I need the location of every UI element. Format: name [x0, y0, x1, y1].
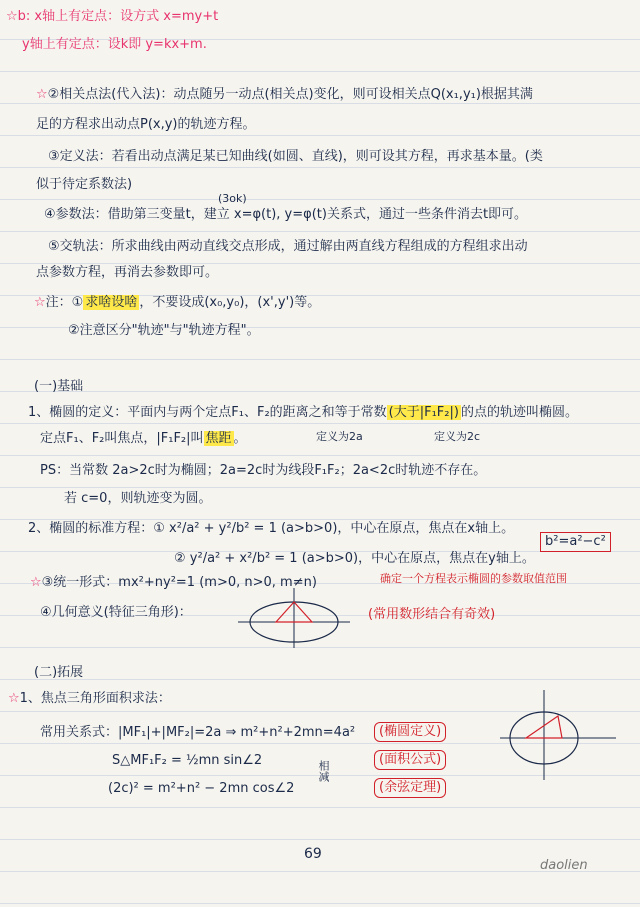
text-line-9: 点参数方程，再消去参数即可。	[36, 265, 219, 280]
label-area-formula: (面积公式)	[374, 750, 446, 770]
ellipse-triangle-diagram	[238, 588, 350, 648]
text-line-11: ②注意区分"轨迹"与"轨迹方程"。	[68, 323, 260, 338]
text-line-13: 定点F₁、F₂叫焦点，|F₁F₂|叫 焦距 。	[40, 431, 247, 446]
star-icon: ☆	[36, 87, 48, 102]
text-line-17: ② y²/a² + x²/b² = 1 (a>b>0)，中心在原点，焦点在y轴上。	[174, 551, 535, 566]
heading-basics: (一)基础	[34, 379, 84, 394]
brand-logo: daolien	[540, 858, 588, 873]
note-geometry: (常用数形结合有奇效)	[368, 607, 496, 622]
text-line-14: PS：当常数 2a>2c时为椭圆；2a=2c时为线段F₁F₂；2a<2c时轨迹不存在。	[40, 463, 487, 478]
text-line-6: 似于待定系数法)	[36, 177, 133, 192]
text-line-23: (2c)² = m²+n² − 2mn cos∠2	[108, 781, 295, 796]
star-icon: ☆	[8, 691, 20, 706]
page-number: 69	[304, 846, 322, 862]
focal-triangle-diagram	[500, 690, 620, 780]
text-line-15: 若 c=0，则轨迹变为圆。	[64, 491, 212, 506]
label-ellipse-def: (椭圆定义)	[374, 722, 446, 742]
text-line-20: ☆1、焦点三角形面积求法：	[8, 691, 171, 706]
label-cosine-law: (余弦定理)	[374, 778, 446, 798]
text-line-1: ☆b: x轴上有定点：设方式 x=my+t	[6, 9, 219, 24]
note-3ok: (3ok)	[218, 192, 247, 205]
text-line-16: 2、椭圆的标准方程：① x²/a² + y²/b² = 1 (a>b>0)，中心在原点，焦点在x轴上。	[28, 521, 515, 536]
text-line-5: ③定义法：若看出动点满足某已知曲线(如圆、直线)，则可设其方程，再求基本量。(类	[48, 149, 543, 164]
note-2c: 定义为2c	[434, 430, 481, 443]
note-param-range: 确定一个方程表示椭圆的参数取值范围	[380, 572, 567, 585]
star-icon: ☆	[34, 295, 46, 310]
formula-box: b²=a²−c²	[540, 532, 611, 552]
text-line-12: 1、椭圆的定义：平面内与两个定点F₁、F₂的距离之和等于常数 (大于|F₁F₂|) 的点的轨迹叫椭圆。	[28, 405, 578, 420]
text-line-7: ④参数法：借助第三变量t，建立 x=φ(t), y=φ(t)关系式，通过一些条件消去t即可。	[44, 207, 528, 222]
text-line-8: ⑤交轨法：所求曲线由两动直线交点形成，通过解由两直线方程组成的方程组求出动	[48, 239, 528, 254]
text-line-10: ☆注：① 求啥设啥 ，不要设成(x₀,y₀)，(x',y')等。	[34, 295, 321, 310]
note-subtract: 相减	[317, 760, 330, 782]
text-line-4: 足的方程求出动点P(x,y)的轨迹方程。	[36, 117, 256, 132]
text-line-19: ④几何意义(特征三角形)：	[40, 605, 192, 620]
star-icon: ☆	[6, 9, 18, 24]
text-line-22: S△MF₁F₂ = ½mn sin∠2	[112, 753, 263, 768]
text-line-2: y轴上有定点：设k即 y=kx+m.	[22, 37, 207, 52]
note-2a: 定义为2a	[316, 430, 363, 443]
star-icon: ☆	[30, 575, 42, 590]
text-line-18: ☆③统一形式：mx²+ny²=1 (m>0, n>0, m≠n)	[30, 575, 317, 590]
text-line-3: ☆②相关点法(代入法)：动点随另一动点(相关点)变化，则可设相关点Q(x₁,y₁)根据其满	[36, 87, 533, 102]
heading-extension: (二)拓展	[34, 665, 84, 680]
text-line-21: 常用关系式：|MF₁|+|MF₂|=2a ⇒ m²+n²+2mn=4a²	[40, 725, 356, 740]
highlight-keyword: 求啥设啥	[85, 295, 138, 310]
